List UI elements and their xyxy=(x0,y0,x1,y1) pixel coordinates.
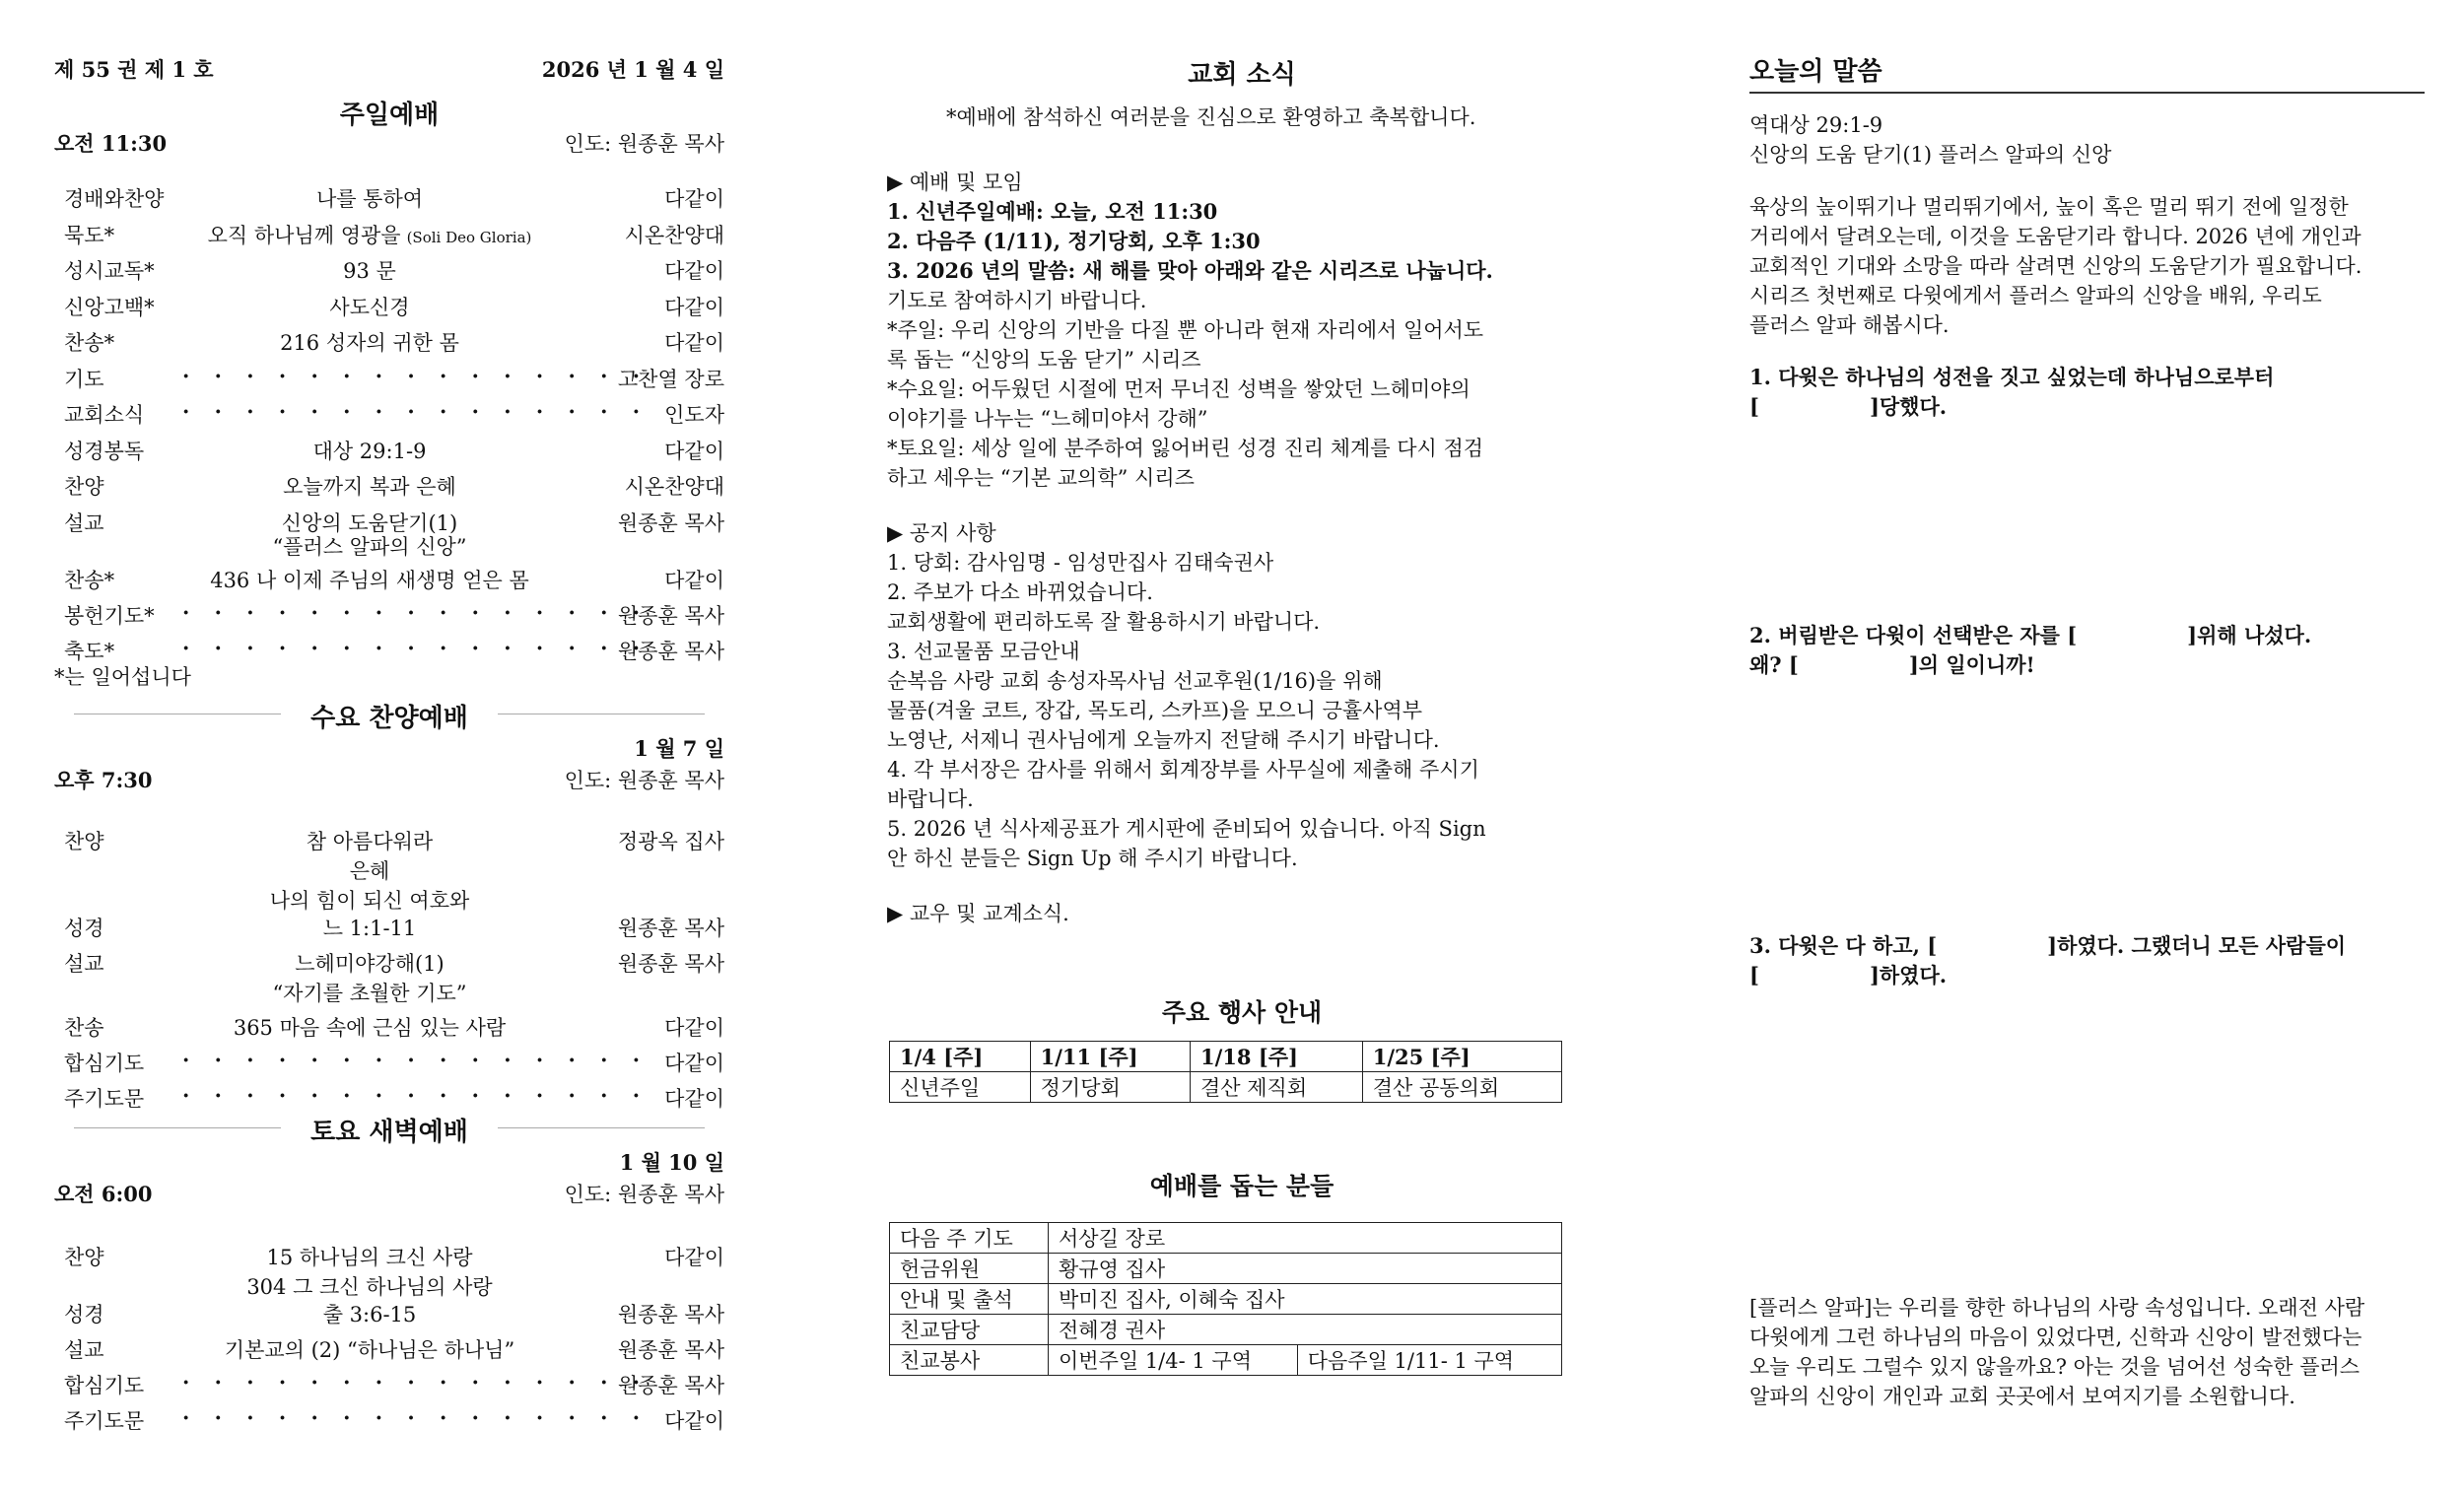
order-content-text: 출 3:6-15 xyxy=(322,1303,417,1326)
order-content-text: 은혜 xyxy=(349,859,390,883)
events-title: 주요 행사 안내 xyxy=(1161,998,1323,1027)
worship-order-column xyxy=(54,0,724,1496)
order-content-text: 오직 하나님께 영광을 xyxy=(207,223,401,247)
intro-line: 시리즈 첫번째로 다윗에게서 플러스 알파의 신앙을 배워, 우리도 xyxy=(1749,284,2322,307)
order-label: 찬송* xyxy=(64,569,115,592)
order-label: 성경 xyxy=(64,1303,104,1326)
order-person: 다같이 xyxy=(664,1409,724,1433)
order-row xyxy=(54,1405,724,1439)
question-3-line-1 xyxy=(1749,931,2346,961)
notice-item-line: 교회생활에 편리하도록 잘 활용하시기 바랍니다. xyxy=(887,610,1321,634)
worship-item-line: 기도로 참여하시기 바랍니다. xyxy=(887,289,1147,312)
order-person: 시온찬양대 xyxy=(624,475,724,499)
bulletin-date: 2026 년 1 월 4 일 xyxy=(541,57,724,82)
order-person: 고찬열 장로 xyxy=(617,367,724,391)
order-row xyxy=(54,565,724,598)
order-content xyxy=(182,1271,557,1301)
order-label: 설교 xyxy=(64,510,104,535)
helper-name: 박미진 집사, 이혜숙 집사 xyxy=(1049,1284,1562,1315)
closing-line: 오늘 우리도 그럴수 있지 않을까요? 아는 것을 넘어선 성숙한 플러스 xyxy=(1749,1355,2361,1379)
question-2-line-1 xyxy=(1749,621,2311,650)
question-1-tail: ]당했다. xyxy=(1869,394,1948,419)
order-content-text: · · · · · · · · · · · · · · · xyxy=(182,1370,650,1394)
order-person: 원종훈 목사 xyxy=(617,1338,724,1362)
saturday-time-row xyxy=(54,1179,724,1208)
wednesday-leader: 인도: 원종훈 목사 xyxy=(564,769,724,792)
order-row xyxy=(54,600,724,634)
helper-name: 전혜경 권사 xyxy=(1049,1315,1562,1345)
helper-role: 친교담당 xyxy=(890,1315,1049,1345)
notice-items xyxy=(887,548,1486,873)
question-3b-tail: ]하였다. xyxy=(1869,963,1948,987)
question-1-line-2 xyxy=(1749,392,2274,422)
order-content-text: “자기를 초월한 기도” xyxy=(272,982,467,1005)
order-label: 설교 xyxy=(64,952,104,976)
helper-role: 헌금위원 xyxy=(890,1254,1049,1284)
order-label: 교회소식 xyxy=(64,403,145,427)
fellowship-row xyxy=(890,1345,1562,1376)
events-names-row xyxy=(890,1072,1562,1103)
closing-line: 다윗에게 그런 하나님의 마음이 있었다면, 신학과 신앙이 발전했다는 xyxy=(1749,1326,2362,1349)
notice-item-line: 5. 2026 년 식사제공표가 게시판에 준비되어 있습니다. 아직 Sign xyxy=(887,817,1486,841)
order-content xyxy=(182,1370,650,1394)
helper-row xyxy=(890,1284,1562,1315)
helpers-table-body xyxy=(890,1223,1562,1345)
order-label: 찬양 xyxy=(64,830,104,853)
order-person: 원종훈 목사 xyxy=(617,917,724,940)
order-content xyxy=(182,436,557,465)
order-label: 신앙고백* xyxy=(64,295,155,319)
question-3 xyxy=(1749,931,2346,990)
order-content-text: 365 마음 속에 근심 있는 사람 xyxy=(233,1016,507,1040)
order-row xyxy=(54,327,724,361)
event-name: 신년주일 xyxy=(890,1072,1031,1103)
order-row xyxy=(54,183,724,217)
question-2-line-2 xyxy=(1749,650,2311,680)
order-row xyxy=(54,364,724,397)
closing-line: [플러스 알파]는 우리를 향한 하나님의 사랑 속성입니다. 오래전 사람 xyxy=(1749,1296,2365,1320)
order-content xyxy=(182,1299,557,1328)
helper-row xyxy=(890,1223,1562,1254)
order-person: 다같이 xyxy=(664,295,724,319)
order-label: 경배와찬양 xyxy=(64,187,165,211)
volume-number: 제 55 권 제 1 호 xyxy=(54,57,214,82)
notice-item-line: 바랍니다. xyxy=(887,787,974,811)
order-content-text: 신앙의 도움닫기(1) xyxy=(281,510,458,535)
order-label: 주기도문 xyxy=(64,1409,145,1433)
todays-word-column xyxy=(1749,0,2425,1496)
order-label: 합심기도 xyxy=(64,1052,145,1075)
order-person: 다같이 xyxy=(664,1052,724,1075)
order-content xyxy=(182,565,557,594)
order-content-note: (Soli Deo Gloria) xyxy=(406,228,532,246)
events-dates-row xyxy=(890,1042,1562,1072)
fellowship-this-week: 이번주일 1/4- 1 구역 xyxy=(1049,1345,1298,1376)
order-content xyxy=(182,948,557,978)
event-date: 1/11 [주] xyxy=(1030,1042,1190,1072)
event-date: 1/18 [주] xyxy=(1191,1042,1363,1072)
order-person: 시온찬양대 xyxy=(624,223,724,247)
question-2 xyxy=(1749,621,2311,680)
order-content xyxy=(182,855,557,885)
worship-item-line: 1. 신년주일예배: 오늘, 오전 11:30 xyxy=(887,199,1218,224)
order-row xyxy=(54,1012,724,1046)
order-content xyxy=(182,1012,557,1042)
event-name: 결산 공동의회 xyxy=(1362,1072,1561,1103)
order-content-text: 216 성자의 귀한 몸 xyxy=(280,331,459,355)
order-label: 찬송* xyxy=(64,331,115,355)
event-date: 1/4 [주] xyxy=(890,1042,1031,1072)
church-news-column xyxy=(887,0,1597,1496)
order-label: 설교 xyxy=(64,1338,104,1362)
helper-role: 다음 주 기도 xyxy=(890,1223,1049,1254)
order-person: 정광옥 집사 xyxy=(617,830,724,853)
intro-line: 육상의 높이뛰기나 멀리뛰기에서, 높이 혹은 멀리 뛰기 전에 일정한 xyxy=(1749,195,2349,219)
notice-item-line: 순복음 사랑 교회 송성자목사님 선교후원(1/16)을 위해 xyxy=(887,669,1383,693)
worship-item-line: 이야기를 나누는 “느헤미야서 강해” xyxy=(887,407,1208,431)
order-row xyxy=(54,292,724,325)
order-label: 찬양 xyxy=(64,1246,104,1269)
order-row xyxy=(54,1299,724,1332)
order-row xyxy=(54,1370,724,1403)
sunday-time-row xyxy=(54,128,724,158)
order-person: 다같이 xyxy=(664,259,724,283)
order-content-text: 참 아름다워라 xyxy=(306,830,434,853)
intro-line: 거리에서 달려오는데, 이것을 도움닫기라 합니다. 2026 년에 개인과 xyxy=(1749,225,2361,248)
fellowship-role: 친교봉사 xyxy=(890,1345,1049,1376)
order-person: 원종훈 목사 xyxy=(617,604,724,628)
intro-line: 교회적인 기대와 소망을 따라 살려면 신앙의 도움닫기가 필요합니다. xyxy=(1749,254,2362,278)
order-row xyxy=(54,1334,724,1368)
question-3-tail: ]하였다. 그랬더니 모든 사람들이 xyxy=(2047,933,2347,958)
order-content xyxy=(182,1405,650,1430)
question-2-lead: 2. 버림받은 다윗이 선택받은 자를 [ xyxy=(1749,623,2078,647)
order-content-text: 15 하나님의 크신 사랑 xyxy=(266,1246,473,1269)
word-title: 오늘의 말씀 xyxy=(1749,51,2425,94)
order-content-text: · · · · · · · · · · · · · · · xyxy=(182,399,650,424)
order-label: 봉헌기도* xyxy=(64,604,155,628)
helper-role: 안내 및 출석 xyxy=(890,1284,1049,1315)
order-label: 성경봉독 xyxy=(64,439,145,463)
order-row xyxy=(54,471,724,505)
order-content-text: 사도신경 xyxy=(329,295,410,319)
order-content xyxy=(182,885,557,915)
helper-row xyxy=(890,1315,1562,1345)
welcome-text: *예배에 참석하신 여러분을 진심으로 환영하고 축복합니다. xyxy=(946,105,1476,129)
order-content xyxy=(182,913,557,942)
order-person: 원종훈 목사 xyxy=(617,1374,724,1397)
order-row xyxy=(54,826,724,859)
intro-line: 플러스 알파 해봅시다. xyxy=(1749,313,1950,337)
question-2-tail: ]위해 나섰다. xyxy=(2187,623,2312,647)
order-content xyxy=(182,292,557,321)
sunday-service-title: 주일예배 xyxy=(339,101,440,130)
order-content-text: 93 문 xyxy=(343,259,396,283)
order-person: 다같이 xyxy=(664,331,724,355)
worship-item-line: *수요일: 어두웠던 시절에 먼저 무너진 성벽을 쌓았던 느헤미야의 xyxy=(887,377,1471,401)
order-content-text: · · · · · · · · · · · · · · · xyxy=(182,1405,650,1430)
order-content xyxy=(182,826,557,855)
order-row xyxy=(54,531,724,565)
order-content xyxy=(182,600,650,625)
order-content-text: · · · · · · · · · · · · · · · xyxy=(182,636,650,660)
worship-item-line: 하고 세우는 “기본 교의학” 시리즈 xyxy=(887,466,1195,490)
event-date: 1/25 [주] xyxy=(1362,1042,1561,1072)
question-3-lead: 3. 다윗은 다 하고, [ xyxy=(1749,933,1938,958)
helpers-title: 예배를 돕는 분들 xyxy=(1149,1172,1335,1200)
order-person: 다같이 xyxy=(664,1016,724,1040)
order-person: 다같이 xyxy=(664,439,724,463)
order-content-text: 나를 통하여 xyxy=(315,187,424,211)
order-person: 다같이 xyxy=(664,187,724,211)
order-content-text: 느 1:1-11 xyxy=(322,917,417,940)
order-person: 원종훈 목사 xyxy=(617,952,724,976)
sunday-time: 오전 11:30 xyxy=(54,131,168,156)
worship-item-line: 록 돕는 “신앙의 도움 닫기” 시리즈 xyxy=(887,348,1201,372)
worship-item-line: *토요일: 세상 일에 분주하여 잃어버린 성경 진리 체계를 다시 점검 xyxy=(887,437,1484,460)
order-content-text: 대상 29:1-9 xyxy=(312,439,427,463)
order-row xyxy=(54,978,724,1011)
order-label: 축도* xyxy=(64,640,115,663)
order-content xyxy=(182,636,650,660)
order-content-text: · · · · · · · · · · · · · · · xyxy=(182,1083,650,1108)
order-content-text: 느헤미야강해(1) xyxy=(295,952,445,976)
order-content-text: 기본교의 (2) “하나님은 하나님” xyxy=(224,1338,515,1362)
order-content xyxy=(182,327,557,357)
order-label: 묵도* xyxy=(64,223,115,247)
order-row xyxy=(54,436,724,469)
standing-note: *는 일어섭니다 xyxy=(54,665,191,689)
order-content xyxy=(182,471,557,501)
order-person: 원종훈 목사 xyxy=(617,640,724,663)
order-content xyxy=(182,363,650,388)
order-label: 찬송 xyxy=(64,1016,104,1040)
order-person: 다같이 xyxy=(664,1087,724,1111)
order-content xyxy=(182,220,557,249)
order-content xyxy=(182,978,557,1007)
sermon-closing xyxy=(1749,1293,2364,1411)
order-label: 성시교독* xyxy=(64,259,155,283)
order-content-text: 436 나 이제 주님의 새생명 얻은 몸 xyxy=(210,569,529,592)
saturday-date: 1 월 10 일 xyxy=(619,1150,724,1175)
order-row xyxy=(54,948,724,982)
order-content-text: · · · · · · · · · · · · · · · xyxy=(182,600,650,625)
order-content-text: · · · · · · · · · · · · · · · xyxy=(182,363,650,388)
order-content xyxy=(182,183,557,213)
order-content xyxy=(182,1242,557,1271)
wednesday-date: 1 월 7 일 xyxy=(634,736,724,761)
order-content-text: “플러스 알파의 신앙” xyxy=(272,535,467,559)
fellowship-next-week: 다음주일 1/11- 1 구역 xyxy=(1297,1345,1561,1376)
order-person: 원종훈 목사 xyxy=(617,1303,724,1326)
order-person: 다같이 xyxy=(664,569,724,592)
wednesday-service-title: 수요 찬양예배 xyxy=(54,698,724,734)
order-row xyxy=(54,855,724,889)
worship-items xyxy=(887,197,1493,493)
notice-section-heading: ▶ 공지 사항 xyxy=(887,521,996,545)
sermon-subtitle: 신앙의 도움 닫기(1) 플러스 알파의 신앙 xyxy=(1749,143,2112,167)
bulletin-header xyxy=(54,54,724,84)
question-1 xyxy=(1749,363,2274,422)
saturday-service-title: 토요 새벽예배 xyxy=(54,1112,724,1148)
order-row xyxy=(54,220,724,253)
order-row xyxy=(54,1048,724,1081)
order-row xyxy=(54,1242,724,1275)
wednesday-time: 오후 7:30 xyxy=(54,768,153,792)
order-person: 인도자 xyxy=(664,403,724,427)
notice-item-line: 1. 당회: 감사임명 - 임성만집사 김태숙권사 xyxy=(887,551,1274,575)
order-person: 다같이 xyxy=(664,1246,724,1269)
order-content-text: 304 그 크신 하나님의 사랑 xyxy=(246,1275,493,1299)
notice-item-line: 물품(겨울 코트, 장갑, 목도리, 스카프)을 모으니 긍휼사역부 xyxy=(887,699,1423,722)
question-1-line-1: 1. 다윗은 하나님의 성전을 짓고 싶었는데 하나님으로부터 xyxy=(1749,365,2275,389)
order-content-text: · · · · · · · · · · · · · · · xyxy=(182,1048,650,1072)
sunday-leader: 인도: 원종훈 목사 xyxy=(564,132,724,156)
order-label: 성경 xyxy=(64,917,104,940)
worship-section-heading: ▶ 예배 및 모임 xyxy=(887,170,1023,194)
order-label: 기도 xyxy=(64,367,104,391)
bracket-open: [ xyxy=(1749,394,1759,419)
order-content xyxy=(182,531,557,561)
news-title: 교회 소식 xyxy=(1188,60,1296,90)
wednesday-time-row xyxy=(54,765,724,794)
event-name: 정기당회 xyxy=(1030,1072,1190,1103)
question-2b-tail: ]의 일이니까! xyxy=(1908,652,2035,677)
worship-item-line: *주일: 우리 신앙의 기반을 다질 뿐 아니라 현재 자리에서 일어서도 xyxy=(887,318,1484,342)
event-name: 결산 제직회 xyxy=(1191,1072,1363,1103)
family-news-heading: ▶ 교우 및 교계소식. xyxy=(887,902,1069,925)
helper-row xyxy=(890,1254,1562,1284)
closing-line: 알파의 신앙이 개인과 교회 곳곳에서 보여지기를 소원합니다. xyxy=(1749,1385,2295,1408)
order-label: 찬양 xyxy=(64,475,104,499)
order-row xyxy=(54,399,724,433)
order-label: 주기도문 xyxy=(64,1087,145,1111)
worship-item-line: 3. 2026 년의 말씀: 새 해를 맞아 아래와 같은 시리즈로 나눕니다. xyxy=(887,258,1493,283)
order-content xyxy=(182,1334,557,1364)
worship-item-line: 2. 다음주 (1/11), 정기당회, 오후 1:30 xyxy=(887,229,1261,253)
order-row xyxy=(54,913,724,946)
saturday-time: 오전 6:00 xyxy=(54,1182,153,1206)
notice-item-line: 3. 선교물품 모금안내 xyxy=(887,640,1080,663)
order-content xyxy=(182,1048,650,1072)
notice-item-line: 2. 주보가 다소 바뀌었습니다. xyxy=(887,580,1153,604)
order-content-text: 나의 힘이 되신 여호와 xyxy=(269,889,470,913)
scripture-reference: 역대상 29:1-9 xyxy=(1749,113,1883,137)
order-content-text: 오늘까지 복과 은혜 xyxy=(283,475,456,499)
notice-item-line: 안 하신 분들은 Sign Up 해 주시기 바랍니다. xyxy=(887,847,1298,870)
order-content xyxy=(182,1083,650,1108)
helper-name: 서상길 장로 xyxy=(1049,1223,1562,1254)
question-3-line-2 xyxy=(1749,961,2346,990)
question-2b-lead: 왜? [ xyxy=(1749,652,1799,677)
helpers-table xyxy=(889,1222,1562,1376)
bracket-open: [ xyxy=(1749,963,1759,987)
order-content xyxy=(182,255,557,285)
saturday-leader: 인도: 원종훈 목사 xyxy=(564,1183,724,1206)
order-label: 합심기도 xyxy=(64,1374,145,1397)
events-table xyxy=(889,1041,1562,1103)
notice-item-line: 노영난, 서제니 권사님에게 오늘까지 전달해 주시기 바랍니다. xyxy=(887,728,1440,752)
sermon-intro xyxy=(1749,192,2361,340)
notice-item-line: 4. 각 부서장은 감사를 위해서 회계장부를 사무실에 제출해 주시기 xyxy=(887,758,1479,782)
order-person: 원종훈 목사 xyxy=(617,510,724,535)
order-content xyxy=(182,399,650,424)
order-row xyxy=(54,255,724,289)
helper-name: 황규영 집사 xyxy=(1049,1254,1562,1284)
